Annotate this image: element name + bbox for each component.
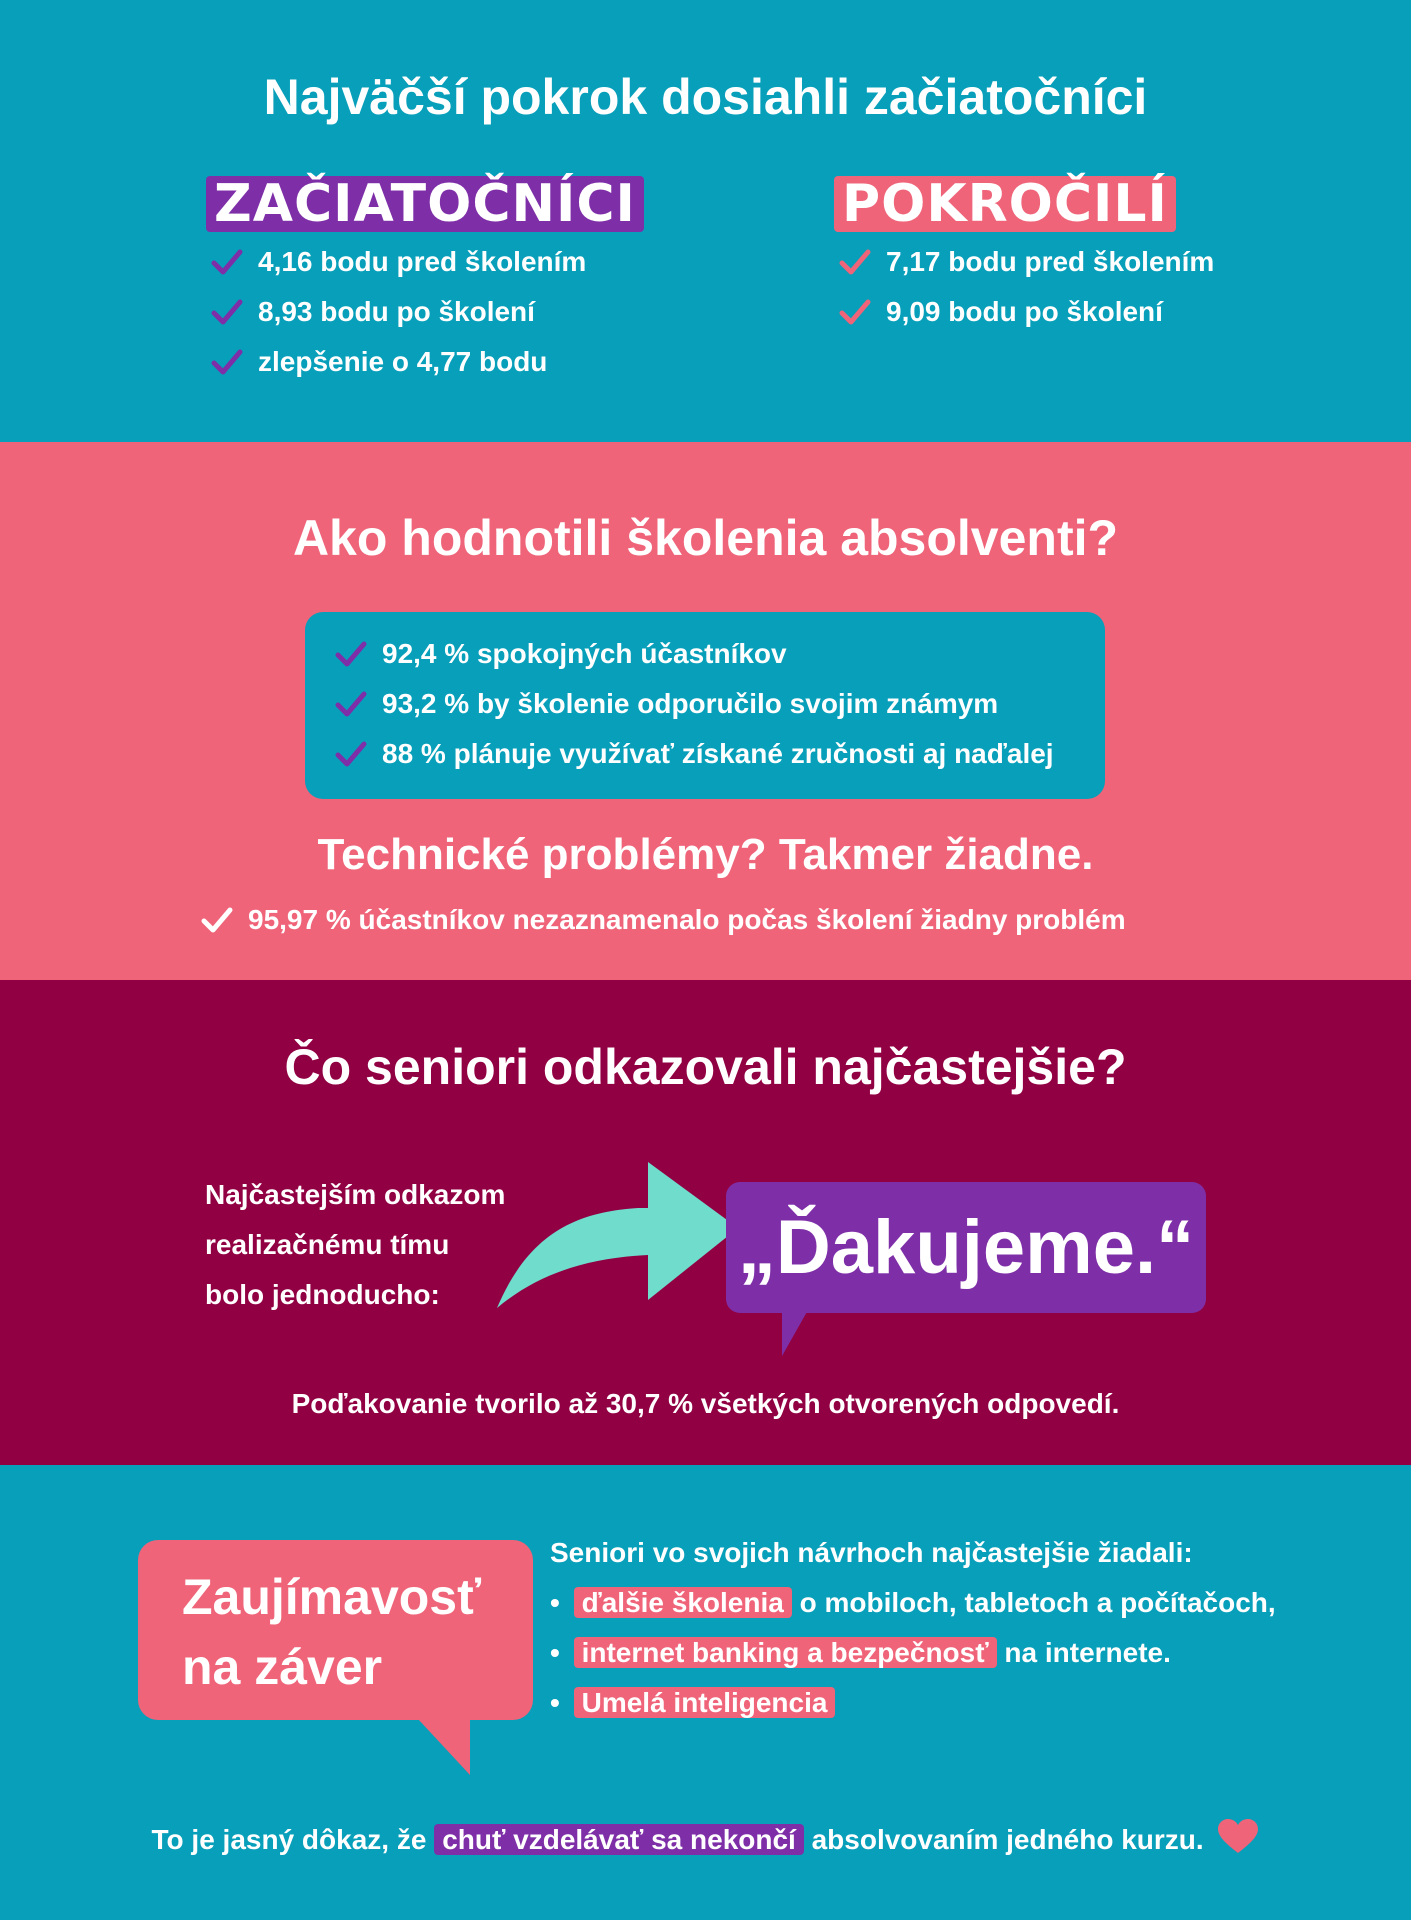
- check-icon: [210, 345, 244, 379]
- rating-title: Ako hodnotili školenia absolventi?: [292, 510, 1119, 566]
- check-icon: [334, 637, 368, 671]
- check-icon: [838, 295, 872, 329]
- progress-title: Najväčší pokrok dosiahli začiatočníci: [263, 69, 1148, 125]
- rating-list: [334, 634, 1054, 784]
- requests-section: [0, 1465, 1411, 1920]
- advanced-badge: POKROČILÍ: [834, 176, 1176, 232]
- check-icon: [200, 903, 234, 937]
- bullet-dot: •: [550, 1637, 560, 1668]
- list-item: 95,97 % účastníkov nezaznamenalo počas školení žiadny problém: [200, 900, 1126, 950]
- messages-title: Čo seniori odkazovali najčastejšie?: [284, 1039, 1127, 1095]
- fact-bubble-text: Zaujímavosť na záver: [182, 1569, 482, 1695]
- curved-arrow-icon: [490, 1160, 760, 1325]
- bubble-tail: [418, 1719, 473, 1779]
- check-icon: [210, 245, 244, 279]
- fact-bubble: [138, 1540, 533, 1720]
- check-icon: [334, 687, 368, 721]
- highlight: ďalšie školenia: [574, 1587, 792, 1618]
- messages-section: [0, 980, 1411, 1465]
- quote-bubble: [726, 1182, 1206, 1313]
- list-item: 88 % plánuje využívať získané zručnosti aj naďalej: [334, 734, 1054, 784]
- list-item: 8,93 bodu po školení: [210, 292, 586, 342]
- list-item: zlepšenie o 4,77 bodu: [210, 342, 586, 392]
- list-item: 92,4 % spokojných účastníkov: [334, 634, 1054, 684]
- bullet-dot: •: [550, 1587, 560, 1618]
- list-item: [550, 1683, 835, 1723]
- bubble-tail: [780, 1310, 840, 1360]
- check-icon: [334, 737, 368, 771]
- bullet-dot: •: [550, 1687, 560, 1718]
- progress-section: [0, 0, 1411, 442]
- messages-note: Poďakovanie tvorilo až 30,7 % všetkých otvorených odpovedí.: [291, 1388, 1120, 1419]
- beginners-badge: ZAČIATOČNÍCI: [206, 176, 644, 232]
- tech-title: Technické problémy? Takmer žiadne.: [317, 830, 1094, 879]
- list-item: 93,2 % by školenie odporučilo svojim známym: [334, 684, 1054, 734]
- list-item: • internet banking a bezpečnosť na internete.: [550, 1637, 1171, 1668]
- list-item: 9,09 bodu po školení: [838, 292, 1214, 342]
- check-icon: [838, 245, 872, 279]
- list-item: • ďalšie školenia o mobiloch, tabletoch a počítačoch,: [550, 1587, 1276, 1618]
- conclusion: To je jasný dôkaz, že chuť vzdelávať sa nekončí absolvovaním jedného kurzu.: [0, 1818, 1411, 1862]
- rating-box: [305, 612, 1105, 799]
- check-icon: [210, 295, 244, 329]
- highlight: chuť vzdelávať sa nekončí: [434, 1824, 804, 1855]
- messages-lead: Najčastejším odkazom realizačnému tímu bolo jednoducho:: [205, 1179, 506, 1310]
- heart-icon: [1217, 1819, 1259, 1855]
- rating-section: [0, 442, 1411, 980]
- quote-text: „Ďakujeme.“: [737, 1205, 1195, 1290]
- list-item: 4,16 bodu pred školením: [210, 242, 586, 292]
- tech-list: [200, 900, 1126, 950]
- highlight: internet banking a bezpečnosť: [574, 1637, 997, 1668]
- requests-intro: Seniori vo svojich návrhoch najčastejšie žiadali:: [550, 1537, 1193, 1568]
- advanced-list: [838, 242, 1214, 342]
- beginners-list: [210, 242, 586, 392]
- highlight: Umelá inteligencia: [574, 1687, 836, 1718]
- list-item: 7,17 bodu pred školením: [838, 242, 1214, 292]
